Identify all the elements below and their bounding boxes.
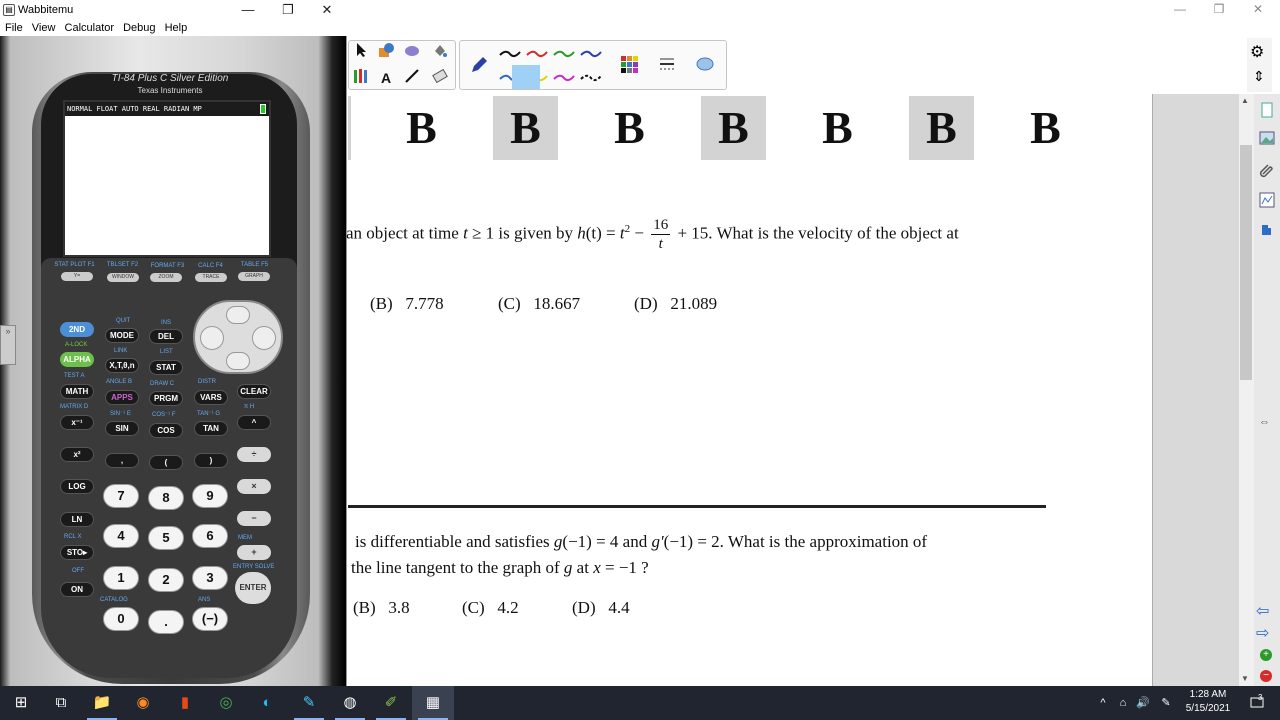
choice-value: 21.089 xyxy=(670,294,718,313)
q2-choice-c[interactable] xyxy=(462,598,519,618)
left-paren-key[interactable]: ( xyxy=(149,455,183,470)
calculator-screen[interactable] xyxy=(63,100,271,257)
alock-label: A-LOCK xyxy=(65,342,88,348)
notes-app-icon[interactable]: ✐ xyxy=(370,686,412,720)
del-key[interactable]: DEL xyxy=(149,329,183,344)
alpha-key[interactable]: ALPHA xyxy=(60,352,94,367)
scrollbar-thumb[interactable] xyxy=(1240,145,1252,380)
q1-part: = xyxy=(601,223,620,243)
pen-swatch[interactable] xyxy=(581,76,601,80)
catalog-label: CATALOG xyxy=(100,597,128,603)
x-squared-key[interactable]: x² xyxy=(60,447,94,462)
properties-icon[interactable] xyxy=(1258,192,1275,209)
q1-choice-d[interactable] xyxy=(634,294,717,314)
pen-workspace-icon[interactable]: ✎ xyxy=(1161,697,1171,709)
previous-page-icon[interactable]: ⇦ xyxy=(1256,603,1270,620)
section-divider xyxy=(348,505,1046,508)
q1-exponent: 2 xyxy=(624,222,631,235)
notebook-maximize-button[interactable]: ❐ xyxy=(1213,2,1225,16)
task-view-icon[interactable]: ⧉ xyxy=(55,694,67,711)
answer-cell[interactable]: B xyxy=(493,96,558,160)
fkey-label-5: TABLE F5 xyxy=(240,262,269,268)
q1-choice-c[interactable] xyxy=(498,294,580,314)
up-arrow-key[interactable] xyxy=(226,306,250,324)
five-key[interactable]: 5 xyxy=(148,526,184,550)
screen-status-bar: NORMAL FLOAT AUTO REAL RADIAN MP xyxy=(65,102,269,116)
network-icon[interactable]: ⌂ xyxy=(1119,697,1127,709)
ins-label: INS xyxy=(161,320,172,326)
q1-choice-b[interactable] xyxy=(370,294,444,314)
clear-key[interactable]: CLEAR xyxy=(237,384,271,399)
matrix-label: MATRIX D xyxy=(60,404,89,410)
four-key[interactable]: 4 xyxy=(103,524,139,548)
choice-letter: (D) xyxy=(634,294,658,313)
pen-swatch[interactable] xyxy=(527,52,547,56)
volume-icon[interactable]: 🔊 xyxy=(1136,697,1150,709)
notification-count: 3 xyxy=(1258,693,1263,702)
choice-letter: (B) xyxy=(370,294,393,313)
nine-key[interactable]: 9 xyxy=(192,484,228,508)
fill-icon[interactable] xyxy=(429,42,451,64)
q2-choice-b[interactable] xyxy=(353,598,410,618)
notebook-sidebar xyxy=(1254,94,1280,686)
off-label: OFF xyxy=(72,568,84,574)
scroll-up-arrow[interactable]: ▲ xyxy=(1241,96,1249,105)
gear-icon[interactable]: ⚙ xyxy=(1250,44,1265,61)
q1-part: − xyxy=(630,223,649,243)
q2-var-x: x xyxy=(593,558,601,577)
q1-var-h: h xyxy=(577,223,586,243)
eraser-icon[interactable] xyxy=(429,67,451,89)
mode-key[interactable]: MODE xyxy=(105,328,139,343)
move-toolbar-icon[interactable]: ⇕ xyxy=(1253,68,1265,84)
answer-cell[interactable]: B xyxy=(614,102,645,153)
edge-icon[interactable]: ◐ xyxy=(262,694,272,711)
answer-cell[interactable]: B xyxy=(822,102,853,153)
q1-part: an object at time xyxy=(346,223,464,243)
menu-view[interactable]: View xyxy=(31,22,56,34)
pi-label: π H xyxy=(244,404,255,410)
add-page-icon[interactable]: + xyxy=(1260,649,1272,661)
notebook-toolbar xyxy=(348,38,1238,92)
obs-icon[interactable]: ◍ xyxy=(329,686,371,720)
calculator-maker: Texas Instruments xyxy=(137,86,203,95)
quit-label: QUIT xyxy=(116,318,131,324)
zero-key[interactable]: 0 xyxy=(103,607,139,631)
maximize-button[interactable]: ❐ xyxy=(282,2,294,17)
shapes-icon[interactable] xyxy=(375,42,397,64)
question-2-line-1 xyxy=(355,532,927,552)
scroll-down-arrow[interactable]: ▼ xyxy=(1241,674,1249,683)
wabbitemu-menubar xyxy=(0,20,347,36)
q2-part: is differentiable and satisfies xyxy=(355,532,554,551)
pen-swatch[interactable] xyxy=(581,52,601,56)
stat-key[interactable]: STAT xyxy=(149,360,183,375)
wabbitemu-window xyxy=(0,0,347,686)
right-arrow-key[interactable] xyxy=(252,326,276,350)
notification-icon[interactable] xyxy=(1246,686,1268,720)
down-arrow-key[interactable] xyxy=(226,352,250,370)
q2-var-gprime: g′ xyxy=(651,532,664,551)
pens-tool-icon[interactable] xyxy=(351,67,373,89)
vars-key[interactable]: VARS xyxy=(194,390,228,405)
gallery-icon[interactable] xyxy=(1258,131,1275,148)
eight-key[interactable]: 8 xyxy=(148,486,184,510)
q1-part: (t) xyxy=(585,223,602,243)
log-key[interactable]: LOG xyxy=(60,479,94,494)
ans-label: ANS xyxy=(198,597,211,603)
power-key[interactable]: ^ xyxy=(237,415,271,430)
y-equals-key[interactable]: Y= xyxy=(61,272,93,281)
choice-value: 7.778 xyxy=(405,294,444,313)
mem-label: MEM xyxy=(238,535,252,541)
q2-choice-d[interactable] xyxy=(572,598,630,618)
notebook-close-button[interactable]: ✕ xyxy=(1252,2,1264,16)
wabbitemu-taskbar-icon[interactable]: ▦ xyxy=(412,686,454,720)
q2-var-g: g xyxy=(553,532,563,551)
negative-key[interactable]: (−) xyxy=(192,607,228,631)
right-paren-key[interactable]: ) xyxy=(194,453,228,468)
rcl-label: RCL X xyxy=(64,534,82,540)
calculator-model: TI-84 Plus C Silver Edition xyxy=(111,73,229,84)
on-key[interactable]: ON xyxy=(60,582,94,597)
b-cell-partial xyxy=(348,96,351,160)
enter-key[interactable]: ENTER xyxy=(235,572,271,604)
minus-key[interactable]: − xyxy=(237,511,271,526)
q2-part: (−1) = 2. What is the approximation of xyxy=(663,532,928,551)
decimal-key[interactable]: . xyxy=(148,610,184,634)
menu-help[interactable]: Help xyxy=(164,22,188,34)
sin-key[interactable]: SIN xyxy=(105,421,139,436)
fkey-label-2: TBLSET F2 xyxy=(106,262,139,268)
tool-group-select xyxy=(348,40,456,90)
line-properties-icon[interactable] xyxy=(656,55,678,77)
line-tool-icon[interactable] xyxy=(401,67,423,89)
office-icon[interactable]: ▮ xyxy=(180,694,190,711)
angle-label: ANGLE B xyxy=(106,379,133,385)
wabbitemu-titlebar[interactable] xyxy=(0,0,347,20)
addons-icon[interactable] xyxy=(1258,222,1275,239)
toolbar-right-controls xyxy=(1247,38,1272,92)
file-explorer-icon[interactable]: 📁 xyxy=(81,686,123,720)
magic-pen-icon[interactable] xyxy=(694,55,716,77)
chrome-icon[interactable]: ◎ xyxy=(219,694,233,711)
pen-icon[interactable] xyxy=(468,55,490,77)
sto-key[interactable]: STO▸ xyxy=(60,545,94,560)
comma-key[interactable]: , xyxy=(105,453,139,468)
answer-cell[interactable]: B xyxy=(1030,102,1061,153)
choice-value: 4.4 xyxy=(608,598,630,617)
choice-value: 4.2 xyxy=(497,598,519,617)
select-tool-icon[interactable] xyxy=(351,42,373,64)
math-key[interactable]: MATH xyxy=(60,384,94,399)
clock-date: 5/15/2021 xyxy=(1185,703,1231,714)
distr-label: DISTR xyxy=(198,379,216,385)
choice-value: 3.8 xyxy=(388,598,410,617)
q2-part: the line tangent to the graph of xyxy=(351,558,564,577)
draw-label: DRAW C xyxy=(150,381,175,387)
selected-pen-highlight xyxy=(512,65,540,89)
side-expand-tab[interactable]: » xyxy=(0,325,16,365)
q1-part: + 15. What is the velocity of the object at xyxy=(673,223,959,243)
delete-page-icon[interactable]: − xyxy=(1260,670,1272,682)
wabbitemu-app-icon: ▤ xyxy=(3,4,15,16)
fkey-label-3: FORMAT F3 xyxy=(150,263,185,269)
ln-key[interactable]: LN xyxy=(60,512,94,527)
wabbitemu-title: Wabbitemu xyxy=(18,4,74,16)
choice-value: 18.667 xyxy=(533,294,581,313)
q1-fraction-numerator: 16 xyxy=(653,217,669,233)
left-arrow-key[interactable] xyxy=(200,326,224,350)
fkey-label-1: STAT PLOT F1 xyxy=(54,262,95,268)
pen-swatch[interactable] xyxy=(500,52,520,56)
divide-key[interactable]: ÷ xyxy=(237,447,271,462)
notebook-minimize-button[interactable]: — xyxy=(1174,2,1186,16)
pen-swatch[interactable] xyxy=(554,76,574,80)
window-key[interactable]: WINDOW xyxy=(107,273,139,282)
choice-letter: (C) xyxy=(498,294,521,313)
test-label: TEST A xyxy=(64,373,85,379)
eraser-shapes-icon[interactable] xyxy=(401,42,423,64)
menu-file[interactable]: File xyxy=(5,22,23,34)
xt-key[interactable]: X,T,θ,n xyxy=(105,358,139,373)
firefox-icon[interactable]: ◉ xyxy=(136,694,150,711)
q2-var-g: g xyxy=(563,558,573,577)
six-key[interactable]: 6 xyxy=(192,524,228,548)
q1-var-t: t xyxy=(463,223,468,243)
attachments-icon[interactable] xyxy=(1258,162,1275,179)
notebook-app-icon[interactable]: ✎ xyxy=(288,686,330,720)
notebook-titlebar[interactable] xyxy=(348,0,1280,36)
choice-letter: (B) xyxy=(353,598,376,617)
q1-part: ≥ 1 is given by xyxy=(467,223,578,243)
question-1-text xyxy=(346,216,959,253)
start-button[interactable]: ⊞ xyxy=(14,694,28,711)
taskbar-clock[interactable] xyxy=(1176,688,1240,716)
menu-debug[interactable]: Debug xyxy=(123,22,156,34)
menu-calculator[interactable]: Calculator xyxy=(64,22,115,34)
text-tool-icon[interactable]: A xyxy=(380,70,392,86)
question-2-line-2 xyxy=(351,558,649,578)
q2-part: = −1 ? xyxy=(600,558,649,577)
answer-cell[interactable]: B xyxy=(909,96,974,160)
seven-key[interactable]: 7 xyxy=(103,484,139,508)
choice-letter: (D) xyxy=(572,598,596,617)
tray-overflow-icon[interactable]: ^ xyxy=(1100,697,1106,709)
prgm-key[interactable]: PRGM xyxy=(149,391,183,406)
entry-label: ENTRY SOLVE xyxy=(233,564,275,570)
resize-handle-icon[interactable]: ⇔ xyxy=(1259,416,1270,428)
tool-group-pens xyxy=(459,40,727,90)
choice-letter: (C) xyxy=(462,598,485,617)
close-button[interactable]: ✕ xyxy=(321,2,333,17)
graph-key[interactable]: GRAPH xyxy=(238,272,270,281)
x-inverse-key[interactable]: x⁻¹ xyxy=(60,415,94,430)
q1-fraction-denominator: t xyxy=(658,236,663,252)
trace-key[interactable]: TRACE xyxy=(195,273,227,282)
two-key[interactable]: 2 xyxy=(148,568,184,592)
q2-part: at xyxy=(572,558,594,577)
sin-inv-label: SIN⁻¹ E xyxy=(110,411,131,417)
plus-key[interactable]: + xyxy=(237,545,271,560)
q1-var-t2: t xyxy=(619,223,625,243)
link-label: LINK xyxy=(114,348,128,354)
zoom-key[interactable]: ZOOM xyxy=(150,273,182,282)
color-grid-icon[interactable] xyxy=(618,55,640,77)
next-page-icon[interactable]: ⇨ xyxy=(1256,625,1270,642)
battery-icon xyxy=(260,104,266,114)
page-sorter-icon[interactable] xyxy=(1258,102,1275,119)
multiply-key[interactable]: × xyxy=(237,479,271,494)
arrow-pad[interactable] xyxy=(193,300,283,374)
tan-key[interactable]: TAN xyxy=(194,421,228,436)
three-key[interactable]: 3 xyxy=(192,566,228,590)
cos-key[interactable]: COS xyxy=(149,423,183,438)
answer-cell[interactable]: B xyxy=(406,102,437,153)
second-key[interactable]: 2ND xyxy=(60,322,94,337)
pen-swatch[interactable] xyxy=(554,52,574,56)
tan-inv-label: TAN⁻¹ G xyxy=(197,411,221,417)
fkey-label-4: CALC F4 xyxy=(198,263,223,269)
clock-time: 1:28 AM xyxy=(1189,689,1227,700)
answer-cell[interactable]: B xyxy=(701,96,766,160)
one-key[interactable]: 1 xyxy=(103,566,139,590)
q2-part: (−1) = 4 and xyxy=(562,532,652,551)
page-margin-area xyxy=(1153,94,1239,686)
cos-inv-label: COS⁻¹ F xyxy=(152,412,176,418)
minimize-button[interactable]: — xyxy=(241,2,255,17)
apps-key[interactable]: APPS xyxy=(105,390,139,405)
list-label: LIST xyxy=(160,349,173,355)
